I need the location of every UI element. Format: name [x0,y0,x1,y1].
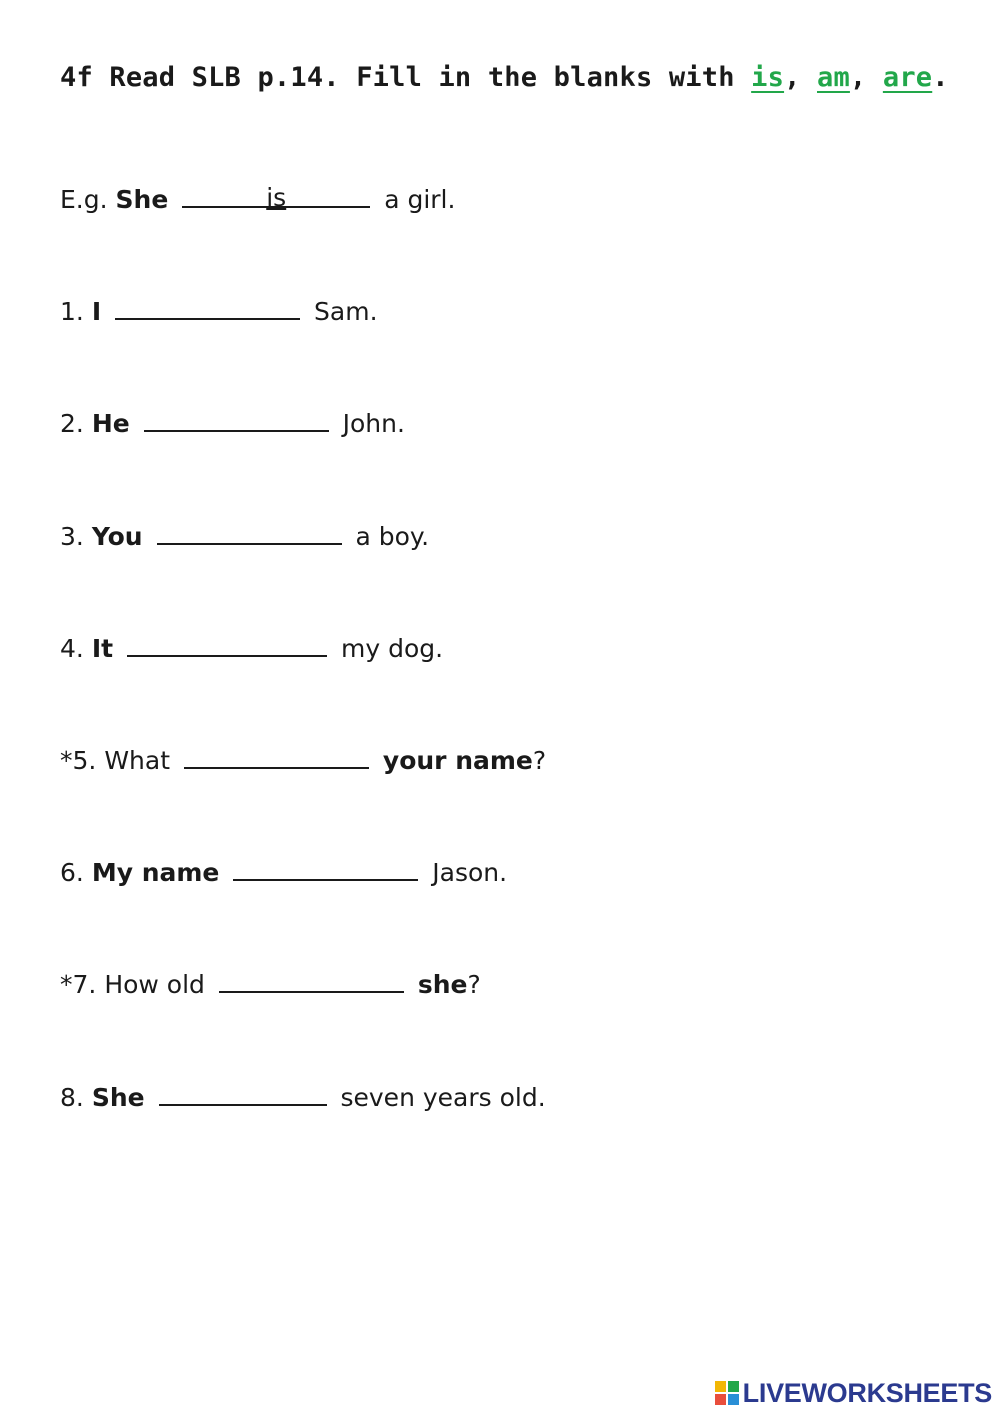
title-period: . [932,62,949,93]
question-subject: She [91,1083,145,1112]
example-answer: is [266,183,287,212]
liveworksheets-logo-text: LIVEWORKSHEETS [742,1377,992,1408]
question-prefix: What [104,746,170,775]
question-rest: a boy. [355,522,430,551]
question-rest: ? [532,746,547,775]
title-comma-2: , [849,62,867,93]
example-subject: She [115,185,169,214]
question-bold-part: your name [382,746,533,775]
question-number: 4. [60,634,84,663]
question-subject: My name [91,858,220,887]
title-text: 4f Read SLB p.14. Fill in the blanks with [60,62,735,93]
answer-blank-4[interactable] [127,631,327,657]
question-rest: my dog. [340,634,444,663]
question-7 [60,967,481,1003]
option-are: are [882,62,933,93]
question-rest: ? [467,970,481,999]
title-comma-1: , [784,62,801,93]
option-is: is [751,62,785,93]
question-8 [60,1080,546,1116]
question-subject: He [91,409,130,438]
question-2 [60,406,405,442]
answer-blank-5[interactable] [184,743,369,769]
question-number: *5. [60,746,97,775]
question-number: 6. [60,858,84,887]
answer-blank-6[interactable] [233,855,418,881]
question-rest: seven years old. [340,1083,546,1112]
question-number: *7. [60,970,97,999]
question-subject: I [91,297,102,326]
example-answer-blank [182,182,370,212]
worksheet-title [60,62,949,93]
answer-blank-7[interactable] [219,967,404,993]
question-rest: John. [342,409,405,438]
question-3 [60,519,429,555]
question-subject: It [91,634,114,663]
question-number: 8. [60,1083,84,1112]
question-number: 3. [60,522,84,551]
question-4 [60,631,443,667]
answer-blank-3[interactable] [157,519,342,545]
answer-blank-1[interactable] [115,294,300,320]
example-row [60,182,455,218]
example-label: E.g. [60,185,108,214]
question-1 [60,294,378,330]
question-number: 1. [60,297,84,326]
question-rest: Sam. [314,297,378,326]
question-number: 2. [60,409,84,438]
example-rest: a girl. [384,185,456,214]
answer-blank-2[interactable] [144,406,329,432]
question-prefix: How old [104,970,205,999]
question-6 [60,855,507,891]
question-subject: You [91,522,143,551]
answer-blank-8[interactable] [159,1080,327,1106]
question-bold-part: she [417,970,468,999]
question-rest: Jason. [432,858,508,887]
liveworksheets-logo [715,1379,992,1407]
liveworksheets-logo-icon [715,1381,739,1405]
question-5 [60,743,546,779]
option-am: am [817,62,850,93]
